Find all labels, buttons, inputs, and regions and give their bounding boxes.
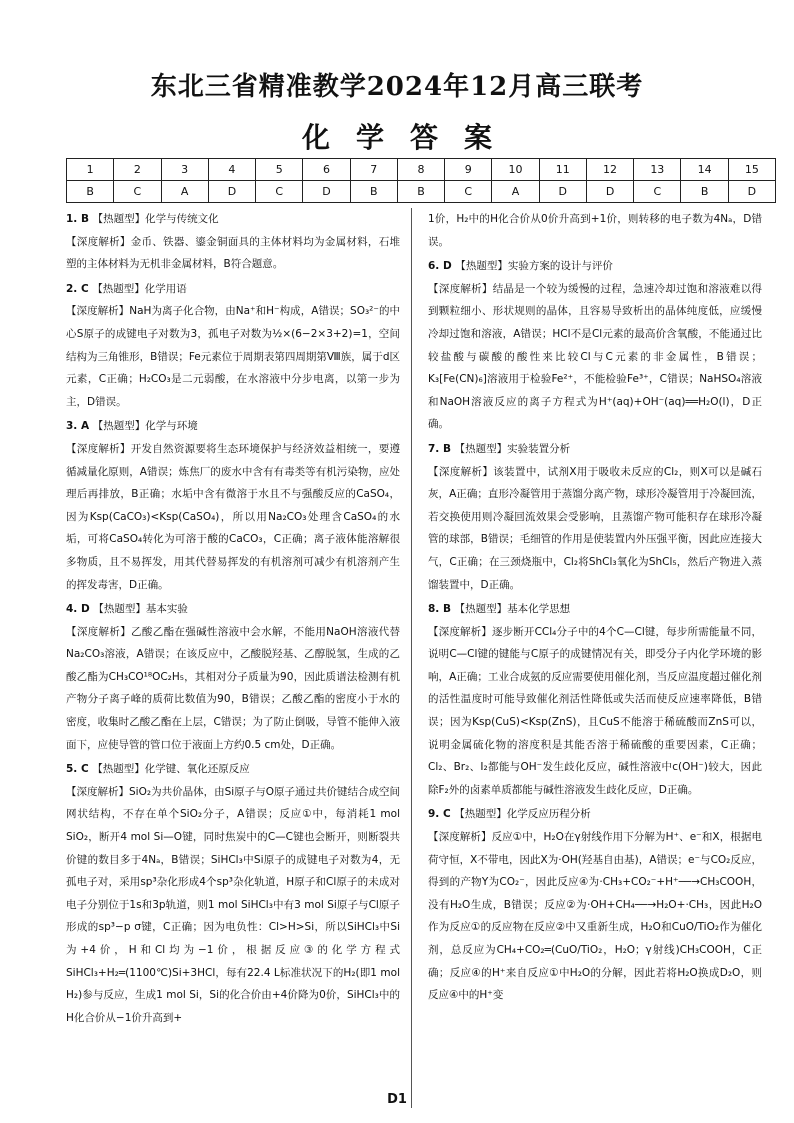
solution-heading (428, 255, 762, 278)
continued-text: 1价，H₂中的H化合价从0价升高到+1价，则转移的电子数为4Nₐ，D错误。 (428, 213, 762, 248)
topic-tag: 【热题型】实验装置分析 (454, 442, 571, 455)
solution-text: 【深度解析】开发自然资源要将生态环境保护与经济效益相统一，要遵循减量化原则，A错误；炼焦厂的废水中含有有毒类等有机污染物，应处理后再排放，B正确；水垢中含有微溶于水且不与强酸反应的CaSO₄，因为Ksp(CaCO₃)<Ksp(CaSO₄)，所以用Na₂CO₃处理含CaSO₄的水垢，可将CaSO₄转化为可溶于酸的CaCO₃，C正确；离子液体能溶解很多物质，且不易挥发，用其代替易挥发的有机溶剂可减少有机溶剂产生的挥发毒害，D正确。 (66, 442, 400, 591)
column-divider (411, 208, 412, 1108)
right-column (428, 208, 762, 1009)
document-subtitle: 化学答案 (301, 121, 518, 154)
answer-cell: D (303, 181, 350, 203)
question-number-cell: 6 (303, 159, 350, 181)
solution-heading (66, 415, 400, 438)
solution-item (428, 598, 762, 801)
topic-tag: 【热题型】基本实验 (93, 603, 188, 616)
question-number-cell: 11 (539, 159, 586, 181)
solution-heading (66, 758, 400, 781)
question-answer-label: 5. C (66, 763, 89, 776)
question-answer-label: 4. D (66, 603, 90, 616)
question-answer-label: 2. C (66, 282, 89, 295)
solution-heading (66, 208, 400, 231)
page-label: D1 (387, 1092, 407, 1107)
question-number-cell: 1 (67, 159, 114, 181)
solution-heading (66, 598, 400, 621)
question-number-cell: 5 (256, 159, 303, 181)
solution-item (428, 438, 762, 596)
question-answer-label: 3. A (66, 420, 90, 433)
answer-key-table (66, 158, 776, 203)
topic-tag: 【热题型】化学键、氧化还原反应 (92, 763, 250, 776)
topic-tag: 【热题型】化学反应历程分析 (454, 808, 591, 821)
solution-text: 【深度解析】SiO₂为共价晶体，由Si原子与O原子通过共价键结合成空间网状结构，不存在单个SiO₂分子，A错误；反应①中，每消耗1 mol SiO₂，断开4 mol Si—O键，同时焦炭中的C—C键也会断开，则断裂共价键的数目多于4Nₐ，B错误；SiHCl₃中Si原子的成键电子对数为4，无孤电子对，采用sp³杂化形成4个sp³杂化轨道，H原子和Cl原子的未成对电子分别位于1s和3p轨道，则1 mol SiHCl₃中有3 mol Si原子与Cl原子形成的sp³−p σ键，C正确；因为电负性：Cl>H>Si，所以SiHCl₃中Si为+4价，H和Cl均为−1价，根据反应③的化学方程式SiHCl₃+H₂═(1100℃)Si+3HCl，每有22.4 L标准状况下的H₂(即1 mol H₂)参与反应，生成1 mol Si，Si的化合价由+4价降为0价，SiHCl₃中的H化合价从−1价升高到+ (66, 785, 400, 1024)
question-number-cell: 10 (492, 159, 539, 181)
answer-row (67, 181, 776, 203)
answer-cell: B (350, 181, 397, 203)
answer-cell: B (681, 181, 728, 203)
answer-cell: D (586, 181, 633, 203)
solution-heading (428, 438, 762, 461)
question-answer-label: 8. B (428, 603, 451, 616)
question-number-cell: 13 (634, 159, 681, 181)
answer-cell: D (728, 181, 775, 203)
document-title: 东北三省精准教学2024年12月高三联考 (150, 72, 644, 102)
topic-tag: 【热题型】实验方案的设计与评价 (455, 260, 613, 273)
solution-item (428, 255, 762, 436)
solution-text: 【深度解析】NaH为离子化合物，由Na⁺和H⁻构成，A错误；SO₃²⁻的中心S原子的成键电子对数为3，孤电子对数为½×(6−2×3+2)=1，空间结构为三角锥形，B错误；Fe元素位于周期表第四周期第Ⅷ族，属于d区元素，C正确；H₂CO₃是二元弱酸，在水溶液中分步电离，以第一步为主，D错误。 (66, 305, 400, 408)
solution-heading (428, 803, 762, 826)
question-number-cell: 3 (161, 159, 208, 181)
solution-text: 【深度解析】反应①中，H₂O在γ射线作用下分解为H⁺、e⁻和X，根据电荷守恒，X不带电，因此X为·OH(羟基自由基)，A错误；e⁻与CO₂反应，得到的产物Y为CO₂⁻，因此反应④为·CH₃+CO₂⁻+H⁺──→CH₃COOH，没有H₂O生成，B错误；反应②为·OH+CH₄──→H₂O+·CH₃，因此H₂O作为反应①的反应物在反应②中又重新生成，H₂O和CuO/TiO₂作为催化剂，总反应为CH₄+CO₂═(CuO/TiO₂，H₂O；γ射线)CH₃COOH，C正确；反应④的H⁺来自反应①中H₂O的分解，因此若将H₂O换成D₂O，则反应④中的H⁺变 (428, 831, 762, 1002)
solution-text: 【深度解析】逐步断开CCl₄分子中的4个C—Cl键，每步所需能量不同，说明C—Cl键的键能与C原子的成键情况有关，即受分子内化学环境的影响，A正确；工业合成氨的反应需要使用催化剂，当反应温度超过催化剂的活性温度时可能导致催化剂活性降低或失活而使反应速率降低，B错误；因为Ksp(CuS)<Ksp(ZnS)，且CuS不能溶于稀硫酸而ZnS可以，说明金属硫化物的溶度积是其能否溶于稀硫酸的重要因素，C正确；Cl₂、Br₂、I₂都能与OH⁻发生歧化反应，碱性溶液中c(OH⁻)较大，因此除F₂外的卤素单质都能与碱性溶液发生歧化反应，D正确。 (428, 625, 762, 796)
question-number-cell: 8 (397, 159, 444, 181)
answer-cell: C (445, 181, 492, 203)
solution-item (66, 598, 400, 756)
solution-text: 【深度解析】该装置中，试剂X用于吸收未反应的Cl₂，则X可以是碱石灰，A正确；直形冷凝管用于蒸馏分离产物，球形冷凝管用于冷凝回流，若交换使用则冷凝回流效果会受影响，且蒸馏产物可能积存在球形冷凝管的球部，B错误；毛细管的作用是使装置内外压强平衡，因此应连接大气，C正确；在三颈烧瓶中，Cl₂将ShCl₃氧化为ShCl₅，然后产物进入蒸馏装置中，D正确。 (428, 465, 762, 591)
answer-cell: C (256, 181, 303, 203)
solution-text: 【深度解析】乙酸乙酯在强碱性溶液中会水解，不能用NaOH溶液代替Na₂CO₃溶液，A错误；在该反应中，乙酸脱羟基、乙醇脱氢，生成的乙酸乙酯为CH₃CO¹⁸OC₂H₅，其相对分子质量为90，因此质谱法检测有机产物分子离子峰的质荷比数值为90，B错误；乙酸乙酯的密度小于水的密度，收集时乙酸乙酯在上层，C错误；为了防止倒吸，导管不能伸入液面下，应使导管的管口位于液面上方约0.5 cm处，D正确。 (66, 625, 400, 751)
topic-tag: 【热题型】化学与环境 (92, 420, 198, 433)
question-number-cell: 7 (350, 159, 397, 181)
question-number-cell: 9 (445, 159, 492, 181)
solution-heading (66, 278, 400, 301)
answer-cell: C (114, 181, 161, 203)
solution-text: 【深度解析】结晶是一个较为缓慢的过程，急速冷却过饱和溶液难以得到颗粒细小、形状规则的晶体，且容易导致析出的晶体纯度低，应缓慢冷却过饱和溶液，A错误；HCl不是Cl元素的最高价含氧酸，不能通过比较盐酸与碳酸的酸性来比较Cl与C元素的非金属性，B错误；K₃[Fe(CN)₆]溶液用于检验Fe²⁺，不能检验Fe³⁺，C错误；NaHSO₄溶液和NaOH溶液反应的离子方程式为H⁺(aq)+OH⁻(aq)══H₂O(l)，D正确。 (428, 282, 762, 431)
topic-tag: 【热题型】化学与传统文化 (92, 213, 219, 225)
solution-item (66, 758, 400, 1029)
answer-cell: A (161, 181, 208, 203)
answer-cell: A (492, 181, 539, 203)
question-answer-label: 1. B (66, 213, 89, 225)
answer-cell: D (539, 181, 586, 203)
question-answer-label: 6. D (428, 260, 452, 273)
question-number-row (67, 159, 776, 181)
answer-cell: C (634, 181, 681, 203)
topic-tag: 【热题型】化学用语 (92, 282, 187, 295)
solution-text: 【深度解析】金币、铁器、鎏金铜面具的主体材料均为金属材料，石堆塑的主体材料为无机非金属材料，B符合题意。 (66, 235, 400, 271)
left-column (66, 208, 400, 1031)
question-number-cell: 12 (586, 159, 633, 181)
question-number-cell: 15 (728, 159, 775, 181)
solution-item (428, 803, 762, 1006)
solution-item (66, 208, 400, 276)
question-number-cell: 4 (208, 159, 255, 181)
question-answer-label: 9. C (428, 808, 451, 821)
solution-item (66, 415, 400, 596)
answer-cell: B (397, 181, 444, 203)
topic-tag: 【热题型】基本化学思想 (454, 603, 571, 616)
question-number-cell: 14 (681, 159, 728, 181)
answer-cell: D (208, 181, 255, 203)
question-number-cell: 2 (114, 159, 161, 181)
answer-cell: B (67, 181, 114, 203)
solution-item (66, 278, 400, 414)
solution-heading (428, 598, 762, 621)
question-answer-label: 7. B (428, 442, 451, 455)
